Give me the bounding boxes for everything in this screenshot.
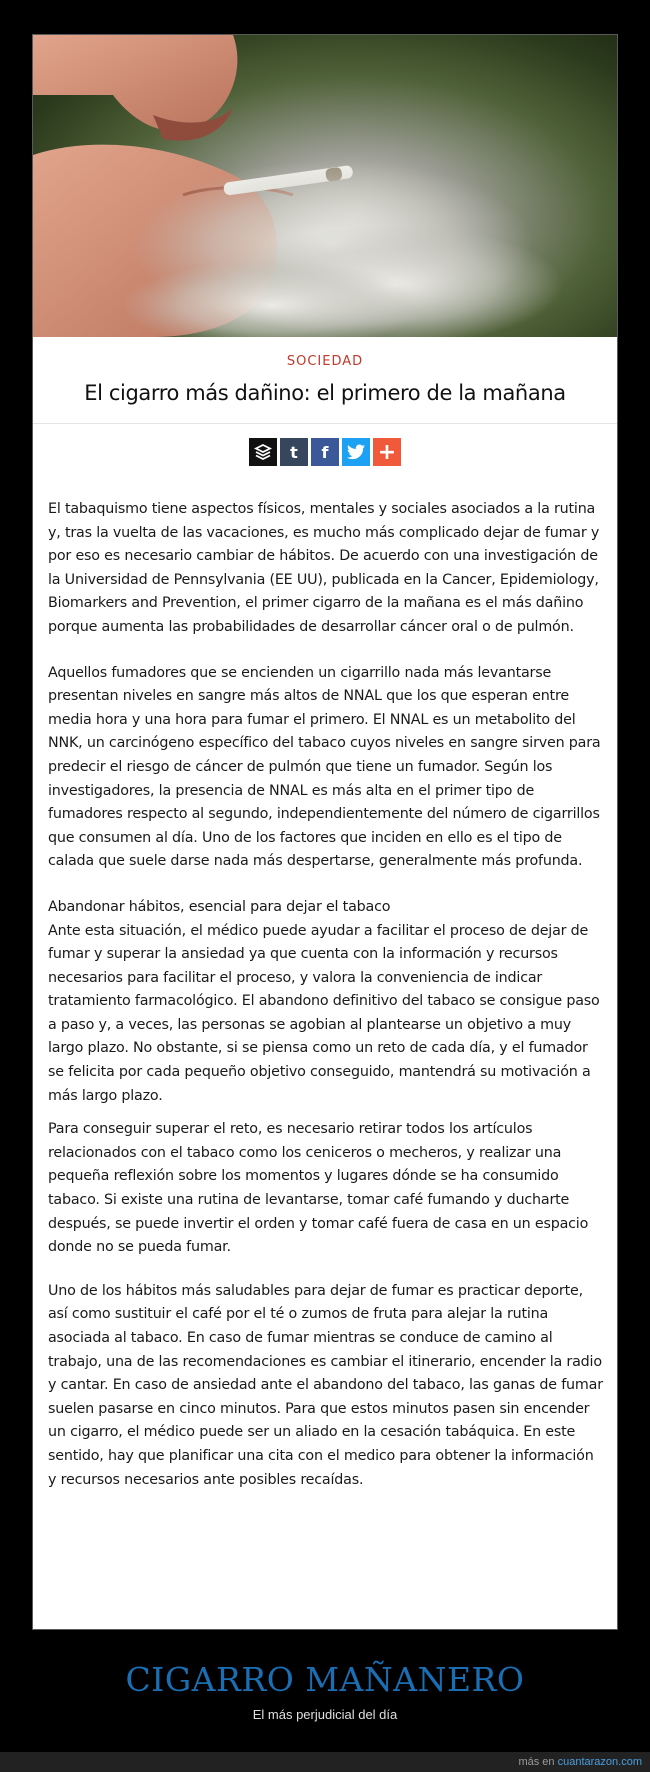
article-title: El cigarro más dañino: el primero de la mañana xyxy=(84,381,566,405)
article-paragraph: Uno de los hábitos más saludables para dejar de fumar es practicar deporte, así como sustituir el café por el té o zumos de fruta para alejar la rutina asociada al tabaco. En caso de fumar mientras se conduce de camino al trabajo, una de las recomendaciones es cambiar el itinerario, encender la radio y cantar. En caso de ansiedad ante el abandono del tabaco, las ganas de fumar suelen pasarse en cinco minutos. Para que estos minutos pasen sin encender un cigarro, el médico puede ser un aliado en la cesación tabáquica. En este sentido, hay que planificar una cita con el medico para obtener la información y recursos necesarios ante posibles recaídas. xyxy=(48,1282,603,1488)
article-subheading: Abandonar hábitos, esencial para dejar el tabaco xyxy=(48,898,391,915)
tumblr-icon[interactable]: t xyxy=(280,438,308,466)
article-category[interactable]: SOCIEDAD xyxy=(286,354,364,369)
article-paragraph: El tabaquismo tiene aspectos físicos, mentales y sociales asociados a la rutina y, tras la vuelta de las vacaciones, es mucho más complicado dejar de fumar y por eso es necesario cambiar de hábitos. De acuerdo con una investigación de la Universidad de Pennsylvania (EE UU), publicada en la Cancer, Epidemiology, Biomarkers and Prevention, el primer cigarro de la mañana es el más dañino porque aumenta las probabilidades de desarrollar cáncer oral o de pulmón. xyxy=(48,501,600,635)
footer-prefix: más en xyxy=(518,1756,555,1768)
poster-caption xyxy=(0,1660,650,1722)
twitter-icon[interactable] xyxy=(342,438,370,466)
share-bar xyxy=(33,424,617,482)
article-paragraph: Para conseguir superar el reto, es necesario retirar todos los artículos relacionados con el tabaco como los ceniceros o mecheros, y realizar una pequeña reflexión sobre los momentos y lugares dónde se ha consumido tabaco. Si existe una rutina de levantarse, tomar café fumando y ducharte después, se puede invertir el orden y tomar café fuera de casa en un espacio donde no se pueda fumar. xyxy=(48,1121,589,1256)
smoking-face-illustration xyxy=(33,35,617,337)
poster-subtitle: El más perjudicial del día xyxy=(252,1707,398,1722)
buffer-icon[interactable] xyxy=(249,438,277,466)
plus-icon[interactable]: + xyxy=(373,438,401,466)
article-photo xyxy=(33,35,617,337)
article-header xyxy=(33,337,617,424)
article-paragraph: Ante esta situación, el médico puede ayudar a facilitar el proceso de dejar de fumar y superar la ansiedad ya que cuenta con la información y recursos necesarios para facilitar el proceso, y valora la conveniencia de indicar tratamiento farmacológico. El abandono definitivo del tabaco se consigue paso a paso y, a veces, las personas se agobian al plantearse un objetivo a muy largo plazo. No obstante, si se piensa como un reto de cada día, y el fumador se felicita por cada pequeño objetivo conseguido, mantendrá su motivación a más largo plazo. xyxy=(48,922,600,1104)
facebook-icon[interactable]: f xyxy=(311,438,339,466)
face-shape xyxy=(33,35,237,131)
article-paragraph: Aquellos fumadores que se encienden un cigarrillo nada más levantarse presentan niveles en sangre más altos de NNAL que los que esperan entre media hora y una hora para fumar el primero. El NNAL es un metabolito del NNK, un carcinógeno específico del tabaco cuyos niveles en sangre sirven para predecir el riesgo de cáncer de pulmón que tiene un fumador. Según los investigadores, la presencia de NNAL es más alta en el primer tipo de fumadores respecto al segundo, independientemente del número de cigarrillos que consumen al día. Uno de los factores que inciden en ello es el tipo de calada que suele darse nada más despertarse, generalmente más profunda. xyxy=(48,664,601,870)
footer-bar xyxy=(0,1752,650,1772)
poster-title: CIGARRO MAÑANERO xyxy=(125,1660,525,1699)
footer-site-link[interactable]: cuantarazon.com xyxy=(557,1756,642,1768)
article-body xyxy=(33,498,617,1492)
article-card xyxy=(32,34,618,1630)
